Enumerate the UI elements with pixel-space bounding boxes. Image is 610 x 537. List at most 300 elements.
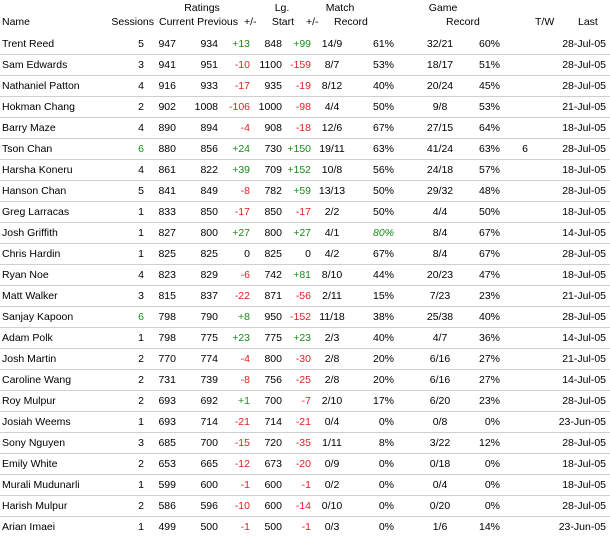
match-percent: 50% xyxy=(372,185,394,197)
game-percent: 12% xyxy=(478,437,500,449)
match-percent: 40% xyxy=(372,80,394,92)
last-date: 28-Jul-05 xyxy=(562,38,606,50)
sessions-cell: 5 xyxy=(138,38,144,50)
match-record: 1/11 xyxy=(322,437,342,449)
lg-delta: -152 xyxy=(289,311,311,323)
current-rating: 890 xyxy=(158,122,176,134)
sessions-header: Sessions xyxy=(111,16,154,28)
match-percent: 56% xyxy=(372,164,394,176)
last-date: 28-Jul-05 xyxy=(562,59,606,71)
match-record: 19/11 xyxy=(319,143,345,155)
sessions-cell: 4 xyxy=(138,269,144,281)
match-percent: 17% xyxy=(372,395,394,407)
lg-delta: -20 xyxy=(295,458,311,470)
current-rating: 798 xyxy=(158,311,176,323)
lg-start-rating: 908 xyxy=(264,122,282,134)
game-record: 29/32 xyxy=(426,185,454,197)
match-record: 14/9 xyxy=(321,38,343,50)
lg-delta: -7 xyxy=(301,395,311,407)
ratings-table-body xyxy=(0,34,610,537)
rating-delta: -10 xyxy=(234,500,250,512)
match-percent: 67% xyxy=(372,248,394,260)
lg-delta: -25 xyxy=(295,374,311,386)
table-row xyxy=(0,306,610,327)
lg-delta: -1 xyxy=(301,479,311,491)
lg-start-rating: 756 xyxy=(264,374,282,386)
rating-delta: +8 xyxy=(238,311,250,323)
sessions-cell: 3 xyxy=(138,59,144,71)
rating-delta: 0 xyxy=(244,248,250,260)
match-record: 8/7 xyxy=(324,59,340,71)
rating-delta: -12 xyxy=(234,458,250,470)
last-date: 18-Jul-05 xyxy=(562,122,606,134)
game-record: 6/16 xyxy=(429,374,451,386)
rating-delta: +24 xyxy=(232,143,250,155)
previous-rating: 739 xyxy=(200,374,218,386)
game-percent: 47% xyxy=(478,269,500,281)
lg-delta: -17 xyxy=(295,206,311,218)
lg-delta: -98 xyxy=(295,101,311,113)
player-name: Harsha Koneru xyxy=(2,164,73,176)
match-record: 2/8 xyxy=(324,374,340,386)
game-record: 1/6 xyxy=(432,521,448,533)
lg-start-rating: 800 xyxy=(264,353,282,365)
match-record: 4/1 xyxy=(324,227,340,239)
match-percent: 15% xyxy=(372,290,394,302)
lg-delta: -35 xyxy=(295,437,311,449)
game-record: 41/24 xyxy=(426,143,454,155)
game-record: 9/8 xyxy=(432,101,448,113)
last-header: Last xyxy=(578,16,598,28)
game-percent: 0% xyxy=(484,500,500,512)
lg-start-rating: 714 xyxy=(264,416,282,428)
sessions-cell: 1 xyxy=(138,332,144,344)
game-record: 8/4 xyxy=(432,227,448,239)
table-row xyxy=(0,285,610,306)
match-record: 0/4 xyxy=(324,416,340,428)
current-rating: 947 xyxy=(158,38,176,50)
previous-header: Previous xyxy=(197,16,238,28)
game-record: 0/18 xyxy=(429,458,451,470)
last-date: 23-Jun-05 xyxy=(558,416,606,428)
player-name: Emily White xyxy=(2,458,58,470)
game-record: 20/23 xyxy=(426,269,454,281)
game-record: 3/22 xyxy=(429,437,451,449)
match-percent: 0% xyxy=(378,458,394,470)
previous-rating: 775 xyxy=(200,332,218,344)
current-rating: 880 xyxy=(158,143,176,155)
lg-start-rating: 709 xyxy=(264,164,282,176)
ratings-group-header: Ratings xyxy=(184,2,220,14)
last-date: 21-Jul-05 xyxy=(562,353,606,365)
rating-delta: +1 xyxy=(238,395,250,407)
match-percent: 40% xyxy=(372,332,394,344)
previous-rating: 1008 xyxy=(194,101,218,113)
lg-group-header: Lg. xyxy=(274,2,290,14)
current-rating: 798 xyxy=(158,332,176,344)
match-record: 11/18 xyxy=(319,311,345,323)
last-date: 28-Jul-05 xyxy=(562,395,606,407)
match-percent: 63% xyxy=(372,143,394,155)
delta-header: +/- xyxy=(244,16,257,28)
player-name: Greg Larracas xyxy=(2,206,70,218)
lg-start-rating: 935 xyxy=(264,80,282,92)
last-date: 18-Jul-05 xyxy=(562,458,606,470)
current-rating: 941 xyxy=(158,59,176,71)
sessions-cell: 3 xyxy=(138,437,144,449)
rating-delta: -4 xyxy=(240,353,250,365)
match-record: 2/2 xyxy=(324,206,340,218)
game-record: 4/7 xyxy=(432,332,448,344)
player-name: Tson Chan xyxy=(2,143,53,155)
lg-delta: +81 xyxy=(293,269,311,281)
game-percent: 14% xyxy=(478,521,500,533)
table-row xyxy=(0,34,610,54)
current-rating: 815 xyxy=(158,290,176,302)
table-row xyxy=(0,327,610,348)
match-record: 4/2 xyxy=(324,248,340,260)
game-percent: 63% xyxy=(478,143,500,155)
sessions-cell: 2 xyxy=(138,101,144,113)
player-name: Matt Walker xyxy=(2,290,58,302)
player-name: Caroline Wang xyxy=(2,374,72,386)
match-percent: 0% xyxy=(378,500,394,512)
rating-delta: +13 xyxy=(232,38,250,50)
lg-start-header: Start xyxy=(271,16,294,28)
match-percent: 50% xyxy=(372,206,394,218)
player-name: Trent Reed xyxy=(2,38,55,50)
match-record: 12/6 xyxy=(321,122,343,134)
rating-delta: -1 xyxy=(240,521,250,533)
table-row xyxy=(0,243,610,264)
game-record: 4/4 xyxy=(432,206,448,218)
sessions-cell: 1 xyxy=(138,248,144,260)
lg-delta-header: +/- xyxy=(306,16,319,28)
game-percent: 36% xyxy=(478,332,500,344)
lg-start-rating: 730 xyxy=(264,143,282,155)
table-row xyxy=(0,474,610,495)
game-percent: 51% xyxy=(478,59,500,71)
game-percent: 60% xyxy=(478,38,500,50)
match-percent: 80% xyxy=(372,227,394,239)
match-percent: 38% xyxy=(372,311,394,323)
match-record-header: Record xyxy=(334,16,368,28)
previous-rating: 774 xyxy=(200,353,218,365)
match-record: 2/10 xyxy=(321,395,343,407)
rating-delta: -8 xyxy=(240,374,250,386)
sessions-cell: 1 xyxy=(138,227,144,239)
match-record: 2/8 xyxy=(324,353,340,365)
player-name: Roy Mulpur xyxy=(2,395,56,407)
sessions-cell: 1 xyxy=(138,479,144,491)
previous-rating: 714 xyxy=(200,416,218,428)
last-date: 18-Jul-05 xyxy=(562,269,606,281)
current-rating: 499 xyxy=(158,521,176,533)
lg-delta: -1 xyxy=(301,521,311,533)
player-name: Hanson Chan xyxy=(2,185,67,197)
rating-delta: -1 xyxy=(240,479,250,491)
lg-delta: -30 xyxy=(295,353,311,365)
rating-delta: -22 xyxy=(234,290,250,302)
player-name: Murali Mudunarli xyxy=(2,479,80,491)
match-percent: 0% xyxy=(378,521,394,533)
previous-rating: 825 xyxy=(200,248,218,260)
lg-start-rating: 782 xyxy=(264,185,282,197)
current-rating: 586 xyxy=(158,500,176,512)
match-record: 2/3 xyxy=(324,332,340,344)
table-row xyxy=(0,75,610,96)
game-record: 18/17 xyxy=(426,59,454,71)
match-percent: 8% xyxy=(378,437,394,449)
game-percent: 0% xyxy=(484,458,500,470)
match-percent: 67% xyxy=(372,122,394,134)
lg-start-rating: 850 xyxy=(264,206,282,218)
player-name: Hokman Chang xyxy=(2,101,75,113)
current-header: Current xyxy=(158,16,194,28)
lg-start-rating: 775 xyxy=(264,332,282,344)
sessions-cell: 1 xyxy=(138,521,144,533)
game-percent: 40% xyxy=(478,311,500,323)
tw-cell: 6 xyxy=(522,143,528,155)
sessions-cell: 3 xyxy=(138,290,144,302)
table-header xyxy=(0,0,610,32)
game-record: 7/23 xyxy=(429,290,451,302)
previous-rating: 951 xyxy=(200,59,218,71)
game-record: 6/16 xyxy=(429,353,451,365)
game-record: 0/20 xyxy=(429,500,451,512)
previous-rating: 665 xyxy=(200,458,218,470)
match-record: 10/8 xyxy=(321,164,343,176)
current-rating: 770 xyxy=(158,353,176,365)
previous-rating: 934 xyxy=(200,38,218,50)
game-percent: 23% xyxy=(478,395,500,407)
match-percent: 0% xyxy=(378,416,394,428)
last-date: 28-Jul-05 xyxy=(562,80,606,92)
game-record: 20/24 xyxy=(426,80,454,92)
sessions-cell: 1 xyxy=(138,206,144,218)
game-record: 8/4 xyxy=(432,248,448,260)
lg-delta: -19 xyxy=(295,80,311,92)
rating-delta: -21 xyxy=(234,416,250,428)
last-date: 28-Jul-05 xyxy=(562,311,606,323)
match-percent: 0% xyxy=(378,479,394,491)
game-percent: 45% xyxy=(478,80,500,92)
table-row xyxy=(0,453,610,474)
game-percent: 64% xyxy=(478,122,500,134)
match-record: 0/2 xyxy=(324,479,340,491)
game-percent: 0% xyxy=(484,416,500,428)
table-row xyxy=(0,369,610,390)
last-date: 28-Jul-05 xyxy=(562,437,606,449)
previous-rating: 700 xyxy=(200,437,218,449)
current-rating: 825 xyxy=(158,248,176,260)
lg-start-rating: 800 xyxy=(264,227,282,239)
sessions-cell: 5 xyxy=(138,185,144,197)
table-row xyxy=(0,516,610,537)
lg-start-rating: 600 xyxy=(264,479,282,491)
game-record: 6/20 xyxy=(429,395,451,407)
game-record: 24/18 xyxy=(426,164,454,176)
previous-rating: 596 xyxy=(200,500,218,512)
table-row xyxy=(0,222,610,243)
table-row xyxy=(0,201,610,222)
match-record: 8/12 xyxy=(321,80,343,92)
match-record: 0/3 xyxy=(324,521,340,533)
lg-start-rating: 848 xyxy=(264,38,282,50)
game-record: 25/38 xyxy=(426,311,454,323)
name-header: Name xyxy=(2,16,31,28)
rating-delta: -106 xyxy=(228,101,250,113)
lg-delta: +99 xyxy=(293,38,311,50)
lg-start-rating: 500 xyxy=(264,521,282,533)
lg-delta: +23 xyxy=(293,332,311,344)
game-percent: 53% xyxy=(478,101,500,113)
match-percent: 44% xyxy=(372,269,394,281)
match-record: 2/11 xyxy=(322,290,342,302)
table-row xyxy=(0,117,610,138)
rating-delta: -15 xyxy=(234,437,250,449)
rating-delta: +23 xyxy=(232,332,250,344)
lg-delta: -18 xyxy=(295,122,311,134)
previous-rating: 500 xyxy=(200,521,218,533)
last-date: 28-Jul-05 xyxy=(562,248,606,260)
game-record: 0/8 xyxy=(432,416,448,428)
match-percent: 20% xyxy=(372,374,394,386)
match-record: 4/4 xyxy=(324,101,340,113)
lg-delta: 0 xyxy=(305,248,311,260)
match-record: 0/9 xyxy=(324,458,340,470)
player-name: Harish Mulpur xyxy=(2,500,68,512)
game-percent: 50% xyxy=(478,206,500,218)
match-record: 0/10 xyxy=(321,500,343,512)
last-date: 14-Jul-05 xyxy=(562,374,606,386)
lg-start-rating: 720 xyxy=(264,437,282,449)
current-rating: 916 xyxy=(158,80,176,92)
table-row xyxy=(0,495,610,516)
lg-delta: +27 xyxy=(293,227,311,239)
last-date: 21-Jul-05 xyxy=(562,101,606,113)
previous-rating: 837 xyxy=(200,290,218,302)
table-row xyxy=(0,96,610,117)
last-date: 18-Jul-05 xyxy=(562,479,606,491)
previous-rating: 822 xyxy=(200,164,218,176)
lg-delta: +152 xyxy=(287,164,311,176)
rating-delta: -4 xyxy=(240,122,250,134)
table-row xyxy=(0,138,610,159)
lg-start-rating: 1000 xyxy=(258,101,282,113)
current-rating: 841 xyxy=(158,185,176,197)
sessions-cell: 4 xyxy=(138,122,144,134)
rating-delta: -10 xyxy=(234,59,250,71)
previous-rating: 856 xyxy=(200,143,218,155)
game-percent: 27% xyxy=(478,353,500,365)
current-rating: 823 xyxy=(158,269,176,281)
table-row xyxy=(0,348,610,369)
player-name: Nathaniel Patton xyxy=(2,80,80,92)
match-percent: 20% xyxy=(372,353,394,365)
table-row xyxy=(0,411,610,432)
game-percent: 57% xyxy=(478,164,500,176)
lg-delta: -21 xyxy=(295,416,311,428)
player-name: Josiah Weems xyxy=(2,416,71,428)
sessions-cell: 6 xyxy=(138,143,144,155)
game-percent: 23% xyxy=(478,290,500,302)
last-date: 18-Jul-05 xyxy=(562,206,606,218)
previous-rating: 894 xyxy=(200,122,218,134)
current-rating: 693 xyxy=(158,395,176,407)
table-row xyxy=(0,54,610,75)
sessions-cell: 6 xyxy=(138,311,144,323)
game-percent: 0% xyxy=(484,479,500,491)
game-percent: 48% xyxy=(478,185,500,197)
current-rating: 861 xyxy=(158,164,176,176)
game-group-header: Game xyxy=(428,2,458,14)
previous-rating: 800 xyxy=(200,227,218,239)
sessions-cell: 2 xyxy=(138,500,144,512)
table-row xyxy=(0,180,610,201)
player-name: Josh Griffith xyxy=(2,227,58,239)
lg-delta: -14 xyxy=(295,500,311,512)
rating-delta: -17 xyxy=(234,80,250,92)
player-name: Sam Edwards xyxy=(2,59,68,71)
sessions-cell: 4 xyxy=(138,164,144,176)
current-rating: 827 xyxy=(158,227,176,239)
player-name: Josh Martin xyxy=(2,353,57,365)
match-record: 13/13 xyxy=(318,185,346,197)
rating-delta: -17 xyxy=(234,206,250,218)
match-record: 8/10 xyxy=(321,269,343,281)
lg-start-rating: 871 xyxy=(264,290,282,302)
game-percent: 67% xyxy=(478,248,500,260)
previous-rating: 849 xyxy=(200,185,218,197)
player-name: Ryan Noe xyxy=(2,269,49,281)
player-name: Chris Hardin xyxy=(2,248,61,260)
match-percent: 50% xyxy=(372,101,394,113)
lg-start-rating: 825 xyxy=(264,248,282,260)
table-row xyxy=(0,432,610,453)
last-date: 23-Jun-05 xyxy=(558,521,606,533)
current-rating: 693 xyxy=(158,416,176,428)
last-date: 14-Jul-05 xyxy=(562,332,606,344)
rating-delta: +39 xyxy=(232,164,250,176)
sessions-cell: 1 xyxy=(138,416,144,428)
lg-start-rating: 950 xyxy=(264,311,282,323)
sessions-cell: 2 xyxy=(138,458,144,470)
rating-delta: -8 xyxy=(240,185,250,197)
last-date: 28-Jul-05 xyxy=(562,500,606,512)
last-date: 28-Jul-05 xyxy=(562,185,606,197)
tw-header: T/W xyxy=(535,16,555,28)
sessions-cell: 2 xyxy=(138,395,144,407)
match-percent: 61% xyxy=(372,38,394,50)
player-name: Barry Maze xyxy=(2,122,56,134)
lg-delta: -56 xyxy=(295,290,311,302)
game-record-header: Record xyxy=(446,16,480,28)
previous-rating: 692 xyxy=(200,395,218,407)
game-record: 27/15 xyxy=(426,122,454,134)
sessions-cell: 4 xyxy=(138,80,144,92)
player-name: Arian Imaei xyxy=(2,521,56,533)
player-name: Sony Nguyen xyxy=(2,437,66,449)
rating-delta: -6 xyxy=(240,269,250,281)
sessions-cell: 2 xyxy=(138,353,144,365)
current-rating: 599 xyxy=(158,479,176,491)
current-rating: 653 xyxy=(158,458,176,470)
current-rating: 833 xyxy=(158,206,176,218)
last-date: 18-Jul-05 xyxy=(562,164,606,176)
match-percent: 53% xyxy=(372,59,394,71)
game-record: 0/4 xyxy=(432,479,448,491)
